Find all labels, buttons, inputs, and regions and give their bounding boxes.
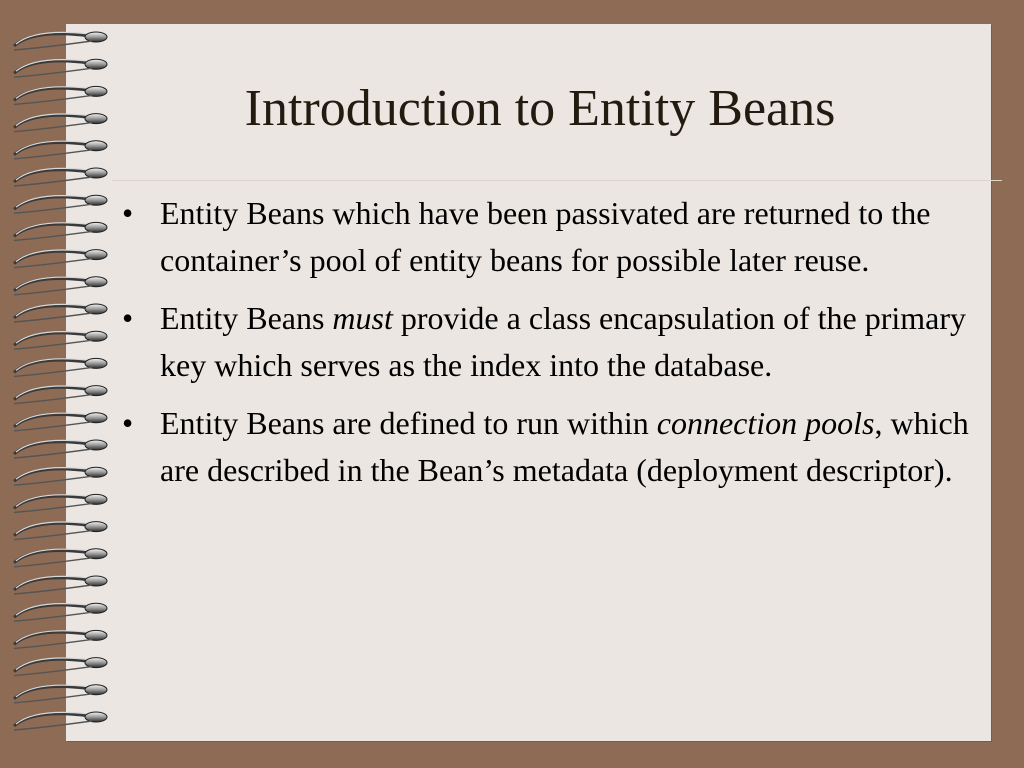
binding-ring xyxy=(14,32,107,50)
bullet-item xyxy=(120,190,980,283)
binding-ring xyxy=(14,358,107,376)
binding-ring xyxy=(14,467,107,485)
binding-ring xyxy=(14,576,107,594)
bullet-text xyxy=(160,405,969,488)
binding-ring xyxy=(14,549,107,567)
binding-ring xyxy=(14,658,107,676)
binding-ring xyxy=(14,413,107,431)
binding-ring xyxy=(14,114,107,132)
bullet-marker: • xyxy=(122,300,134,336)
binding-ring xyxy=(14,494,107,512)
binding-ring xyxy=(14,250,107,268)
bullet-text xyxy=(160,300,966,383)
bullet-text: Entity Beans which have been passivated are returned to the container’s pool of entity beans for possible later reuse. xyxy=(160,195,931,278)
bullet-text-part: Entity Beans xyxy=(160,300,333,336)
binding-ring xyxy=(14,712,107,730)
bullet-emphasis: must xyxy=(332,300,393,336)
binding-ring xyxy=(14,685,107,703)
binding-ring xyxy=(14,630,107,648)
binding-ring xyxy=(14,603,107,621)
bullet-emphasis: connection pools xyxy=(656,405,875,441)
title-divider xyxy=(112,180,1002,181)
binding-ring xyxy=(14,331,107,349)
bullet-marker: • xyxy=(122,405,134,441)
binding-ring xyxy=(14,86,107,104)
binding-ring xyxy=(14,59,107,77)
binding-ring xyxy=(14,304,107,322)
bullet-item xyxy=(120,295,980,388)
bullet-text-part: provide a class encapsulation of the primary key which serves as the index into the database. xyxy=(160,300,967,383)
binding-ring xyxy=(14,386,107,404)
slide-title: Introduction to Entity Beans xyxy=(244,80,836,137)
binding-ring xyxy=(14,168,107,186)
binding-ring xyxy=(14,522,107,540)
binding-ring xyxy=(14,141,107,159)
binding-ring xyxy=(14,195,107,213)
bullet-list xyxy=(120,190,980,505)
bullet-marker: • xyxy=(122,195,134,231)
bullet-text-part: , which are described in the Bean’s metadata (deployment descriptor). xyxy=(160,405,969,488)
spiral-binding-icon xyxy=(0,0,120,768)
binding-ring xyxy=(14,277,107,295)
bullet-item xyxy=(120,400,980,493)
binding-ring xyxy=(14,222,107,240)
binding-ring xyxy=(14,440,107,458)
bullet-text-part: Entity Beans are defined to run within xyxy=(160,405,657,441)
